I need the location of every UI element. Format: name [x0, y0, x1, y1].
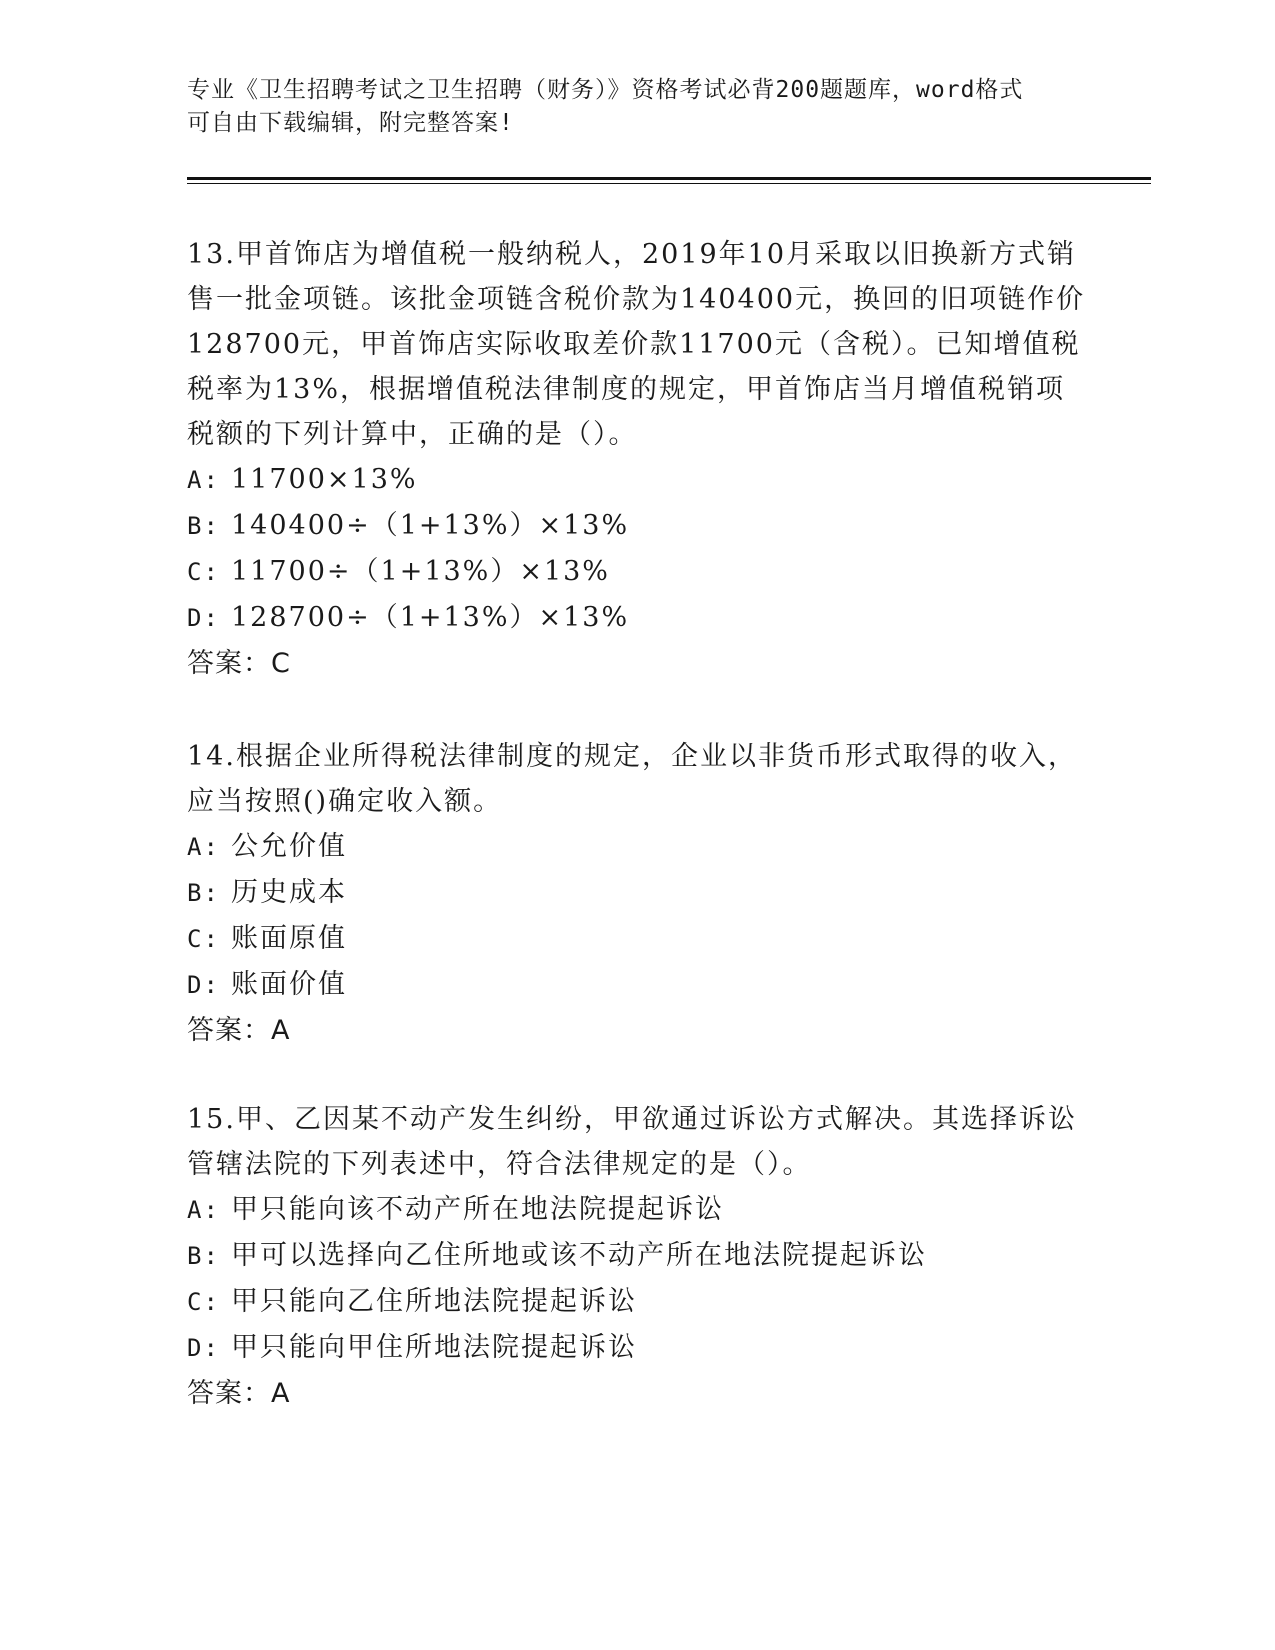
header-line-1: 专业《卫生招聘考试之卫生招聘（财务）》资格考试必背200题题库，word格式	[187, 77, 1024, 103]
option-text: 甲可以选择向乙住所地或该不动产所在地法院提起诉讼	[231, 1240, 927, 1271]
option-c	[187, 1279, 1087, 1325]
option-d	[187, 962, 1087, 1008]
question-text: 15.甲、乙因某不动产发生纠纷，甲欲通过诉讼方式解决。其选择诉讼管辖法院的下列表述中，符合法律规定的是（）。	[187, 1104, 1077, 1180]
option-key: D:	[187, 971, 220, 999]
option-key: B:	[187, 512, 220, 540]
option-text: 11700÷（1+13%）×13%	[231, 556, 610, 587]
option-key: A:	[187, 466, 220, 494]
option-key: D:	[187, 1334, 220, 1362]
option-a	[187, 824, 1087, 870]
option-a	[187, 457, 1087, 503]
option-key: D:	[187, 604, 220, 632]
document-header	[187, 74, 1087, 140]
header-divider-thick	[187, 177, 1151, 180]
question-text: 14.根据企业所得税法律制度的规定，企业以非货币形式取得的收入，应当按照()确定收入额。	[187, 741, 1077, 817]
option-b	[187, 503, 1087, 549]
option-key: B:	[187, 879, 220, 907]
question-14	[187, 734, 1087, 1053]
option-text: 140400÷（1+13%）×13%	[231, 510, 630, 541]
option-text: 公允价值	[231, 831, 347, 862]
option-d	[187, 595, 1087, 641]
option-text: 甲只能向乙住所地法院提起诉讼	[231, 1286, 637, 1317]
question-15	[187, 1097, 1087, 1416]
option-text: 128700÷（1+13%）×13%	[231, 602, 630, 633]
option-text: 账面价值	[231, 969, 347, 1000]
answer-line: 答案：A	[187, 1378, 291, 1409]
option-key: A:	[187, 1196, 220, 1224]
header-line-2: 可自由下载编辑，附完整答案!	[187, 110, 514, 136]
question-13	[187, 232, 1087, 686]
option-key: C:	[187, 558, 220, 586]
option-key: A:	[187, 833, 220, 861]
option-text: 账面原值	[231, 923, 347, 954]
option-text: 历史成本	[231, 877, 347, 908]
option-a	[187, 1187, 1087, 1233]
option-c	[187, 549, 1087, 595]
option-key: C:	[187, 925, 220, 953]
option-text: 11700×13%	[231, 464, 418, 495]
question-text: 13.甲首饰店为增值税一般纳税人，2019年10月采取以旧换新方式销售一批金项链。该批金项链含税价款为140400元，换回的旧项链作价128700元，甲首饰店实际收取差价款11700元（含税）。已知增值税税率为13%，根据增值税法律制度的规定，甲首饰店当月增值税销项税额的下列计算中，正确的是（）。	[187, 239, 1086, 450]
option-d	[187, 1325, 1087, 1371]
option-text: 甲只能向甲住所地法院提起诉讼	[231, 1332, 637, 1363]
option-b	[187, 870, 1087, 916]
answer-line: 答案：C	[187, 648, 291, 679]
option-key: C:	[187, 1288, 220, 1316]
option-b	[187, 1233, 1087, 1279]
option-text: 甲只能向该不动产所在地法院提起诉讼	[231, 1194, 724, 1225]
option-key: B:	[187, 1242, 220, 1270]
answer-line: 答案：A	[187, 1015, 291, 1046]
header-divider-thin	[187, 183, 1151, 184]
option-c	[187, 916, 1087, 962]
